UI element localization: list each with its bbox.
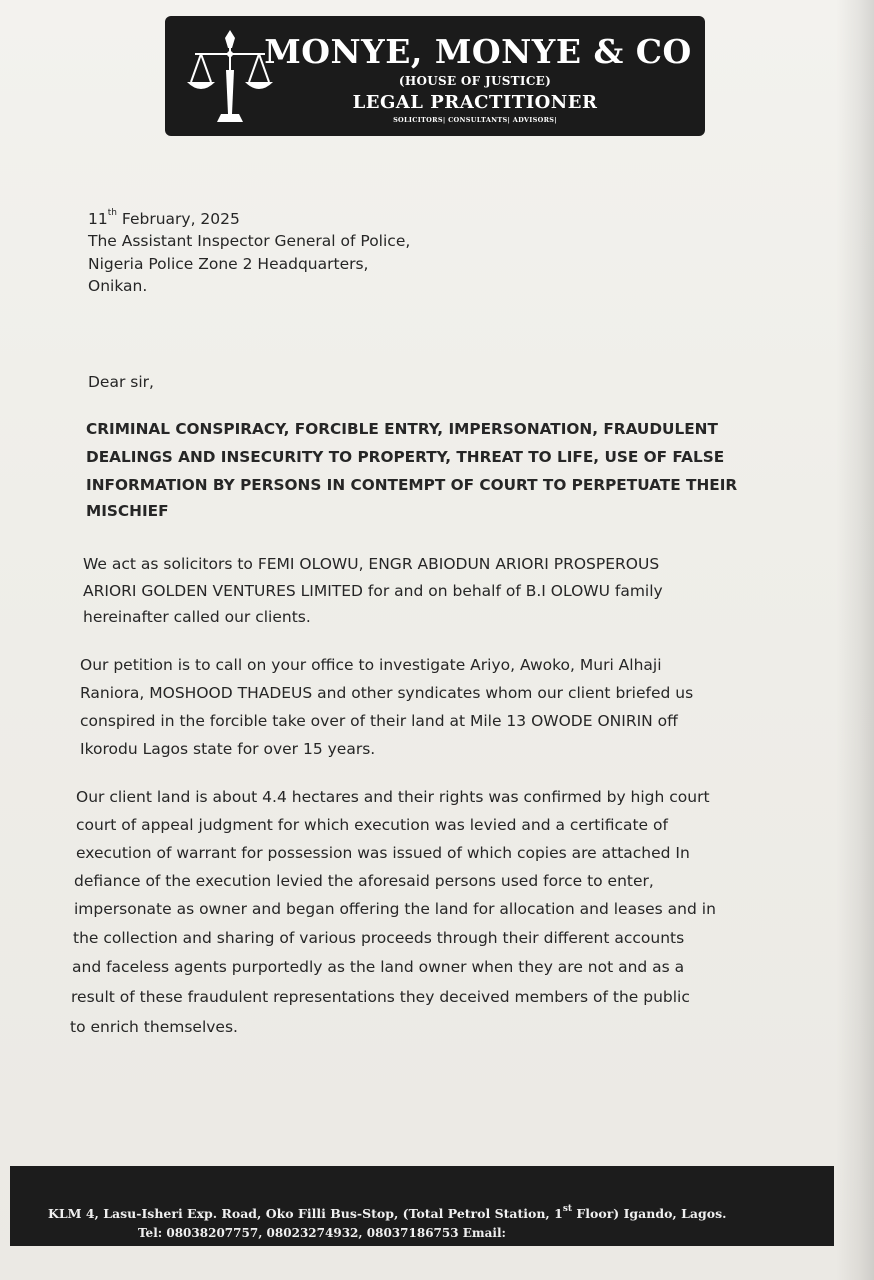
firm-name: MONYE, MONYE & CO [264, 32, 692, 71]
address-line: The Assistant Inspector General of Police, [88, 232, 411, 250]
footer-address: KLM 4, Lasu-Isheri Exp. Road, Oko Filli Bus-Stop, (Total Petrol Station, 1st Floor) Igando, Lagos. [48, 1204, 727, 1221]
paragraph-line: Our client land is about 4.4 hectares and their rights was confirmed by high court [76, 788, 710, 806]
paragraph-line: and faceless agents purportedly as the land owner when they are not and as a [72, 958, 685, 976]
firm-title: LEGAL PRACTITIONER [352, 92, 598, 113]
paragraph-line: hereinafter called our clients. [83, 608, 311, 626]
letterhead-banner [165, 16, 705, 136]
paragraph-line: We act as solicitors to FEMI OLOWU, ENGR ABIODUN ARIORI PROSPEROUS [83, 555, 660, 573]
letter-date: 11th February, 2025 [88, 208, 240, 228]
paragraph-line: conspired in the forcible take over of their land at Mile 13 OWODE ONIRIN off [80, 712, 678, 730]
paragraph-line: defiance of the execution levied the aforesaid persons used force to enter, [74, 872, 654, 890]
footer-banner [10, 1166, 834, 1246]
paragraph-line: impersonate as owner and began offering the land for allocation and leases and in [74, 900, 716, 918]
paragraph-line: to enrich themselves. [70, 1018, 238, 1036]
subject-line: CRIMINAL CONSPIRACY, FORCIBLE ENTRY, IMPERSONATION, FRAUDULENT [86, 420, 718, 438]
address-line: Onikan. [88, 277, 148, 295]
subject-line: DEALINGS AND INSECURITY TO PROPERTY, THREAT TO LIFE, USE OF FALSE [86, 448, 725, 466]
paragraph-line: court of appeal judgment for which execution was levied and a certificate of [76, 816, 668, 834]
page-edge-shadow [836, 0, 874, 1280]
paragraph-line: result of these fraudulent representations they deceived members of the public [71, 988, 690, 1006]
paragraph-line: ARIORI GOLDEN VENTURES LIMITED for and on behalf of B.I OLOWU family [83, 582, 663, 600]
paragraph-line: execution of warrant for possession was issued of which copies are attached In [76, 844, 690, 862]
paragraph-line: Ikorodu Lagos state for over 15 years. [80, 740, 376, 758]
firm-services: SOLICITORS| CONSULTANTS| ADVISORS| [393, 116, 557, 124]
address-line: Nigeria Police Zone 2 Headquarters, [88, 255, 369, 273]
paragraph-line: Raniora, MOSHOOD THADEUS and other syndicates whom our client briefed us [80, 684, 694, 702]
salutation: Dear sir, [88, 373, 154, 391]
paragraph-line: Our petition is to call on your office to investigate Ariyo, Awoko, Muri Alhaji [80, 656, 662, 674]
footer-contact: Tel: 08038207757, 08023274932, 08037186753 Email: [138, 1226, 506, 1240]
firm-subtitle: (HOUSE OF JUSTICE) [398, 74, 552, 88]
scales-of-justice-icon [185, 30, 275, 126]
paragraph-line: the collection and sharing of various proceeds through their different accounts [73, 929, 685, 947]
subject-line: INFORMATION BY PERSONS IN CONTEMPT OF COURT TO PERPETUATE THEIR [86, 476, 738, 494]
subject-line: MISCHIEF [86, 502, 169, 520]
